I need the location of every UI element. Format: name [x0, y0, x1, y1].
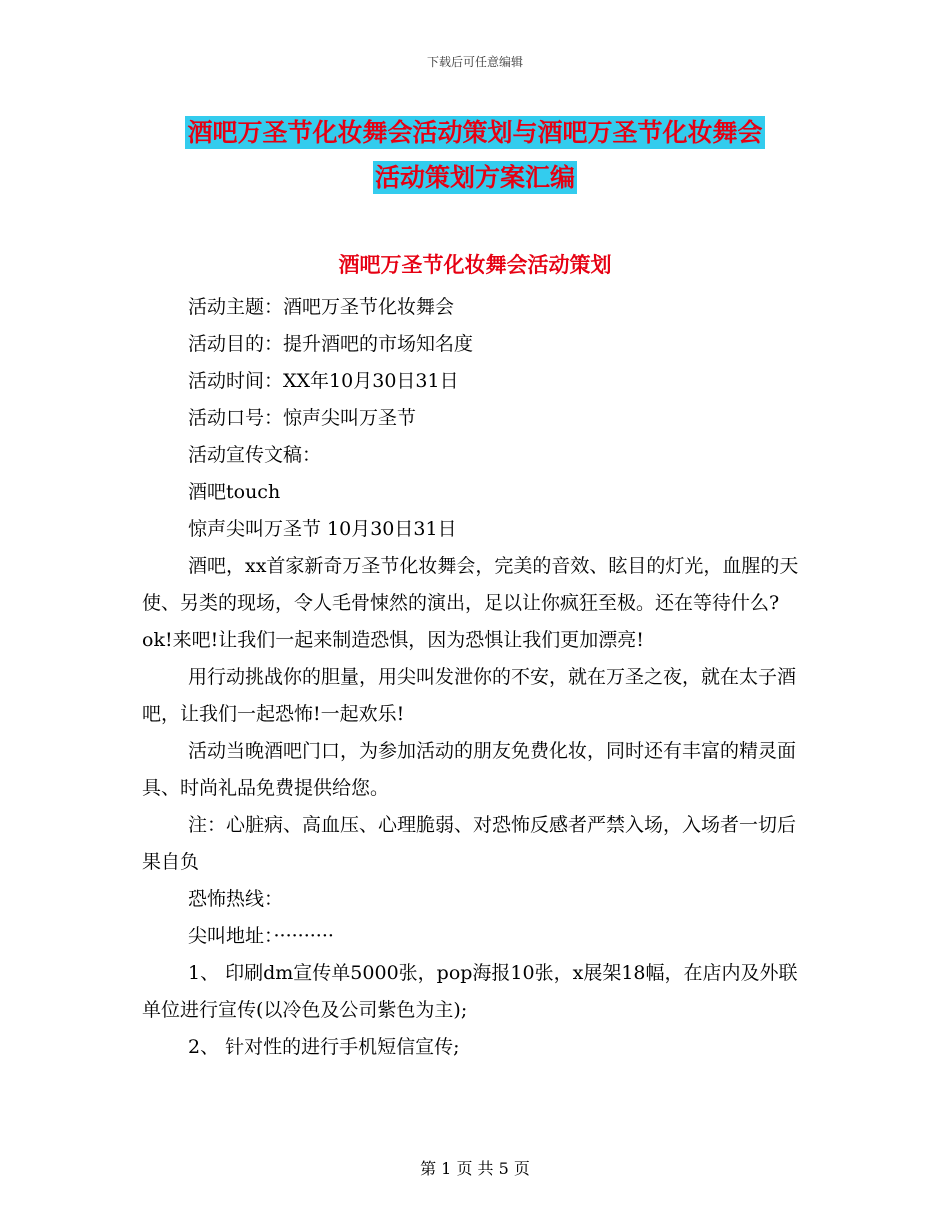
paragraph-notice: 注：心脏病、高血压、心理脆弱、对恐怖反感者严禁入场，入场者一切后果自负 [142, 814, 797, 873]
paragraph-address: 尖叫地址：·········· [188, 925, 334, 947]
paragraph-event-date: 惊声尖叫万圣节 10月30日31日 [188, 518, 457, 540]
paragraph-copy-heading: 活动宣传文稿： [188, 444, 322, 466]
header-note: 下载后可任意编辑 [426, 55, 523, 69]
paragraph-slogan: 活动口号：惊声尖叫万圣节 [188, 407, 417, 429]
paragraph-purpose: 活动目的：提升酒吧的市场知名度 [188, 333, 474, 355]
paragraph-challenge: 用行动挑战你的胆量，用尖叫发泄你的不安，就在万圣之夜，就在太子酒吧，让我们一起恐怖!一起欢乐! [142, 666, 797, 725]
list-item-2: 2、 针对性的进行手机短信宣传; [188, 1036, 460, 1058]
paragraph-time: 活动时间：XX年10月30日31日 [188, 370, 459, 392]
main-title-line2-text: 活动策划方案汇编 [374, 163, 575, 192]
paragraph-theme: 活动主题：酒吧万圣节化妆舞会 [188, 296, 455, 318]
main-title-line2 [0, 158, 950, 194]
document-body [142, 289, 808, 1066]
paragraph-makeup: 活动当晚酒吧门口，为参加活动的朋友免费化妆，同时还有丰富的精灵面具、时尚礼品免费提供给您。 [142, 740, 797, 799]
page-footer: 第 1 页 共 5 页 [420, 1159, 530, 1178]
paragraph-intro: 酒吧，xx首家新奇万圣节化妆舞会，完美的音效、眩目的灯光，血腥的天使、另类的现场，令人毛骨悚然的演出，足以让你疯狂至极。还在等待什么?ok!来吧!让我们一起来制造恐惧，因为恐惧让我们更加漂亮! [142, 555, 799, 651]
list-item-1: 1、 印刷dm宣传单5000张，pop海报10张，x展架18幅，在店内及外联单位进行宣传(以冷色及公司紫色为主); [142, 962, 798, 1021]
main-title-line1 [0, 113, 950, 149]
section-title: 酒吧万圣节化妆舞会活动策划 [338, 253, 612, 277]
paragraph-bar-name: 酒吧touch [188, 481, 281, 503]
paragraph-hotline: 恐怖热线： [188, 888, 284, 910]
main-title-line1-text: 酒吧万圣节化妆舞会活动策划与酒吧万圣节化妆舞会 [187, 118, 763, 147]
